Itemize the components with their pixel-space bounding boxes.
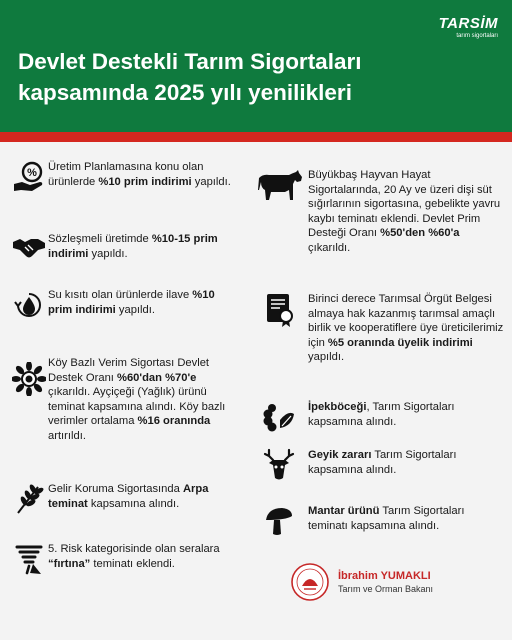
item-text: Köy Bazlı Verim Sigortası Devlet Destek Oranı %60'dan %70'e çıkarıldı. Ayçiçeği (Yağlık) ürünü teminat kapsamına alındı. Köy bazlı verimler ortalama %16 oranında artırıldı.	[48, 357, 226, 442]
list-item-deer-damage	[254, 448, 504, 482]
list-item-greenhouse-storm	[10, 542, 240, 576]
item-text: Mantar ürünü Tarım Sigortaları teminatı kapsamına alındı.	[308, 505, 465, 532]
minister-title: Tarım ve Orman Bakanı	[338, 583, 434, 594]
header-red-stripe	[0, 132, 512, 142]
item-text: Geyik zararı Tarım Sigortaları kapsamına alındı.	[308, 449, 457, 476]
minister-name: İbrahim YUMAKLI	[338, 569, 431, 582]
list-item-cooperative-discount	[254, 292, 504, 365]
list-item-production-planning	[10, 160, 240, 194]
logo-main-text: TARSİM	[438, 15, 498, 32]
percent-hand-icon	[10, 160, 48, 194]
storm-icon	[10, 542, 48, 576]
item-text: Gelir Koruma Sigortasında Arpa teminat kapsamına alındı.	[48, 483, 209, 510]
cow-icon	[254, 168, 304, 202]
sunflower-icon	[10, 362, 48, 396]
content-area	[0, 142, 512, 640]
item-text: İpekböceği, Tarım Sigortaları kapsamına alındı.	[308, 401, 455, 428]
item-text: Su kısıtı olan ürünlerde ilave %10 prim indirimi yapıldı.	[48, 289, 215, 316]
item-text: Üretim Planlamasına konu olan ürünlerde %10 prim indirimi yapıldı.	[48, 161, 231, 188]
water-drop-icon	[10, 288, 48, 322]
logo-sub-text: tarım sigortaları	[456, 33, 498, 39]
certificate-icon	[254, 292, 304, 328]
list-item-village-yield	[10, 356, 240, 443]
deer-icon	[254, 448, 304, 482]
silkworm-icon	[254, 400, 304, 434]
minister-signature-block	[290, 562, 433, 602]
header-banner	[0, 0, 512, 132]
tarsim-logo	[439, 16, 498, 40]
item-text: Sözleşmeli üretimde %10-15 prim indirimi yapıldı.	[48, 233, 218, 260]
item-text: 5. Risk kategorisinde olan seralara “fırtına” teminatı eklendi.	[48, 543, 220, 570]
ministry-seal-logo	[290, 562, 330, 602]
list-item-mushroom	[254, 504, 504, 538]
handshake-icon	[10, 232, 48, 262]
svg-text:%: %	[27, 167, 37, 179]
list-item-income-protection	[10, 482, 240, 516]
item-text: Büyükbaş Hayvan Hayat Sigortalarında, 20 Ay ve üzeri dişi süt sığırlarının sigortasına, gebelikte yavru kaybı teminatı eklendi. Devlet Prim Desteği Oranı %50'den %60'a çıkarıldı.	[308, 169, 501, 254]
list-item-contract-farming	[10, 232, 240, 262]
item-text: Birinci derece Tarımsal Örgüt Belgesi almaya hak kazanmış tarımsal amaçlı birlik ve kooperatiflere üye üreticilerimiz için %5 oranında üyelik indirimi yapıldı.	[308, 293, 504, 363]
mushroom-icon	[254, 504, 304, 538]
list-item-cattle-life	[254, 168, 504, 255]
list-item-water-restriction	[10, 288, 240, 322]
list-item-silkworm	[254, 400, 504, 434]
barley-icon	[10, 482, 48, 516]
page-title: Devlet Destekli Tarım Sigortaları kapsamında 2025 yılı yenilikleri	[18, 49, 362, 105]
